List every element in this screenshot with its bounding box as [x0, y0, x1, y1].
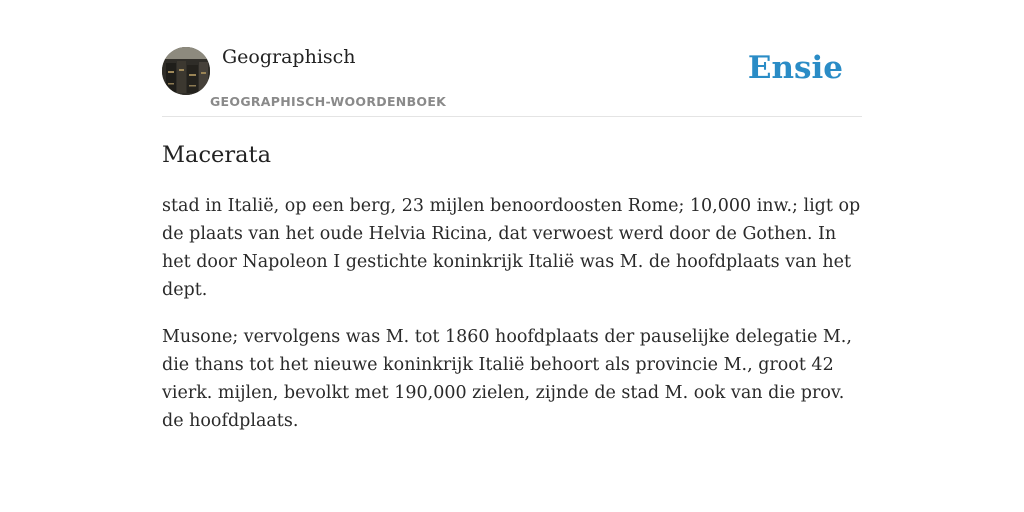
entry-article — [162, 140, 862, 435]
old-books-icon — [162, 47, 210, 95]
source-subtitle[interactable]: GEOGRAPHISCH-WOORDENBOEK — [210, 94, 447, 109]
source-title[interactable]: Geographisch — [222, 46, 356, 68]
ensie-logo-link[interactable]: Ensie — [747, 50, 843, 86]
entry-paragraph-2: Musone; vervolgens was M. tot 1860 hoofdplaats der pauselijke delegatie M., die thans tot het nieuwe koninkrijk Italië behoort als provincie M., groot 42 vierk. mijlen, bevolkt met 190,000 zielen, zijnde de stad M. ook van die prov. de hoofdplaats. — [162, 327, 852, 431]
source-avatar[interactable] — [162, 47, 210, 95]
entry-title: Macerata — [162, 142, 271, 168]
entry-paragraph-1: stad in Italië, op een berg, 23 mijlen benoordoosten Rome; 10,000 inw.; ligt op de plaats van het oude Helvia Ricina, dat verwoest werd door de Gothen. In het door Napoleon I gestichte koninkrijk Italië was M. de hoofdplaats van het dept. — [162, 196, 861, 300]
source-header — [162, 40, 862, 117]
